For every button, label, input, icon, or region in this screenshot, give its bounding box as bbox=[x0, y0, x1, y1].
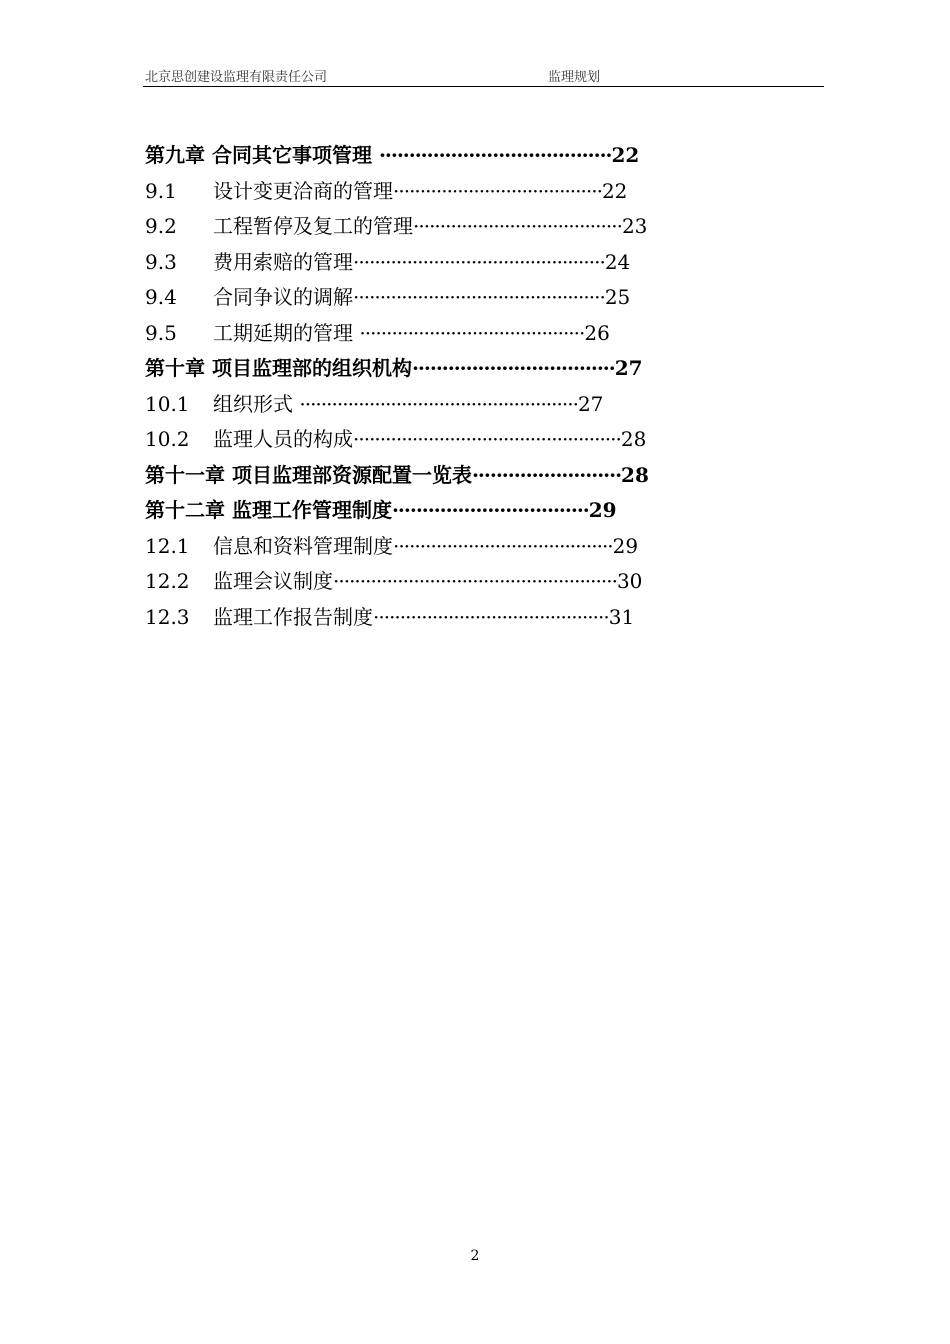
toc-title: 监理会议制度 bbox=[213, 569, 333, 593]
toc-page-number: 26 bbox=[584, 321, 610, 345]
toc-title: 第十一章 项目监理部资源配置一览表 bbox=[145, 463, 472, 487]
toc-number: 12.2 bbox=[145, 569, 190, 593]
toc-chapter bbox=[145, 460, 649, 490]
toc-leader-dots: ·································· bbox=[411, 356, 615, 380]
toc-title: 监理工作报告制度 bbox=[213, 605, 373, 629]
toc-number: 9.1 bbox=[145, 179, 177, 203]
toc-page-number: 28 bbox=[620, 427, 647, 451]
toc-title: 第十章 项目监理部的组织机构 bbox=[145, 356, 412, 380]
toc-leader-dots: ············································ bbox=[373, 605, 609, 629]
toc-leader-dots: ····················································· bbox=[333, 569, 617, 593]
toc-page-number: 28 bbox=[621, 463, 649, 487]
toc-page-number: 27 bbox=[577, 392, 604, 416]
toc-section bbox=[145, 602, 634, 632]
toc-page-number: 22 bbox=[611, 143, 640, 167]
toc-chapter bbox=[145, 353, 643, 383]
toc-title: 费用索赔的管理 bbox=[213, 250, 353, 274]
toc-number: 10.2 bbox=[145, 427, 190, 451]
toc-page-number: 22 bbox=[601, 179, 628, 203]
toc-section bbox=[145, 318, 610, 348]
toc-section bbox=[145, 211, 647, 241]
toc-page-number: 30 bbox=[616, 569, 643, 593]
toc-section bbox=[145, 424, 646, 454]
toc-leader-dots: ································· bbox=[391, 498, 589, 522]
toc-leader-dots: ······································· bbox=[378, 143, 612, 167]
toc-page-number: 31 bbox=[608, 605, 635, 629]
toc-title: 信息和资料管理制度 bbox=[213, 534, 393, 558]
toc-number: 12.1 bbox=[145, 534, 190, 558]
toc-leader-dots: ·················································· bbox=[353, 427, 621, 451]
toc-section bbox=[145, 282, 630, 312]
toc-number: 9.5 bbox=[145, 321, 177, 345]
toc-title: 合同争议的调解 bbox=[213, 285, 353, 309]
toc-title: 第十二章 监理工作管理制度 bbox=[145, 498, 392, 522]
header-company: 北京思创建设监理有限责任公司 bbox=[145, 70, 328, 85]
toc-page-number: 27 bbox=[614, 356, 643, 380]
page-number: 2 bbox=[470, 1248, 480, 1264]
toc-number: 10.1 bbox=[145, 392, 190, 416]
toc-section bbox=[145, 531, 638, 561]
toc-section bbox=[145, 389, 603, 419]
header-doc-title: 监理规划 bbox=[548, 70, 601, 85]
toc-leader-dots: ··············································· bbox=[353, 285, 605, 309]
toc-leader-dots: ······································· bbox=[413, 214, 622, 238]
toc-page-number: 25 bbox=[604, 285, 631, 309]
toc-page-number: 29 bbox=[612, 534, 639, 558]
toc-title: 工期延期的管理 bbox=[213, 321, 360, 345]
toc-leader-dots: ··············································· bbox=[353, 250, 605, 274]
toc-page-number: 24 bbox=[604, 250, 631, 274]
toc-number: 9.3 bbox=[145, 250, 177, 274]
toc-title: 工程暂停及复工的管理 bbox=[213, 214, 413, 238]
toc-number: 9.4 bbox=[145, 285, 177, 309]
toc-section bbox=[145, 176, 627, 206]
toc-title: 组织形式 bbox=[213, 392, 300, 416]
toc-chapter bbox=[145, 140, 639, 170]
toc-leader-dots: ···················································· bbox=[299, 392, 578, 416]
toc-leader-dots: ········································· bbox=[393, 534, 613, 558]
header-rule bbox=[143, 86, 824, 87]
toc-leader-dots: ························· bbox=[471, 463, 622, 487]
toc-title: 第九章 合同其它事项管理 bbox=[145, 143, 379, 167]
toc-chapter bbox=[145, 495, 617, 525]
toc-leader-dots: ·········································· bbox=[359, 321, 585, 345]
toc-number: 12.3 bbox=[145, 605, 190, 629]
toc-title: 监理人员的构成 bbox=[213, 427, 353, 451]
toc-number: 9.2 bbox=[145, 214, 177, 238]
toc-leader-dots: ······································· bbox=[393, 179, 602, 203]
toc-section bbox=[145, 566, 642, 596]
toc-page-number: 23 bbox=[621, 214, 648, 238]
toc-section bbox=[145, 247, 630, 277]
toc-title: 设计变更洽商的管理 bbox=[213, 179, 393, 203]
toc-page-number: 29 bbox=[588, 498, 617, 522]
